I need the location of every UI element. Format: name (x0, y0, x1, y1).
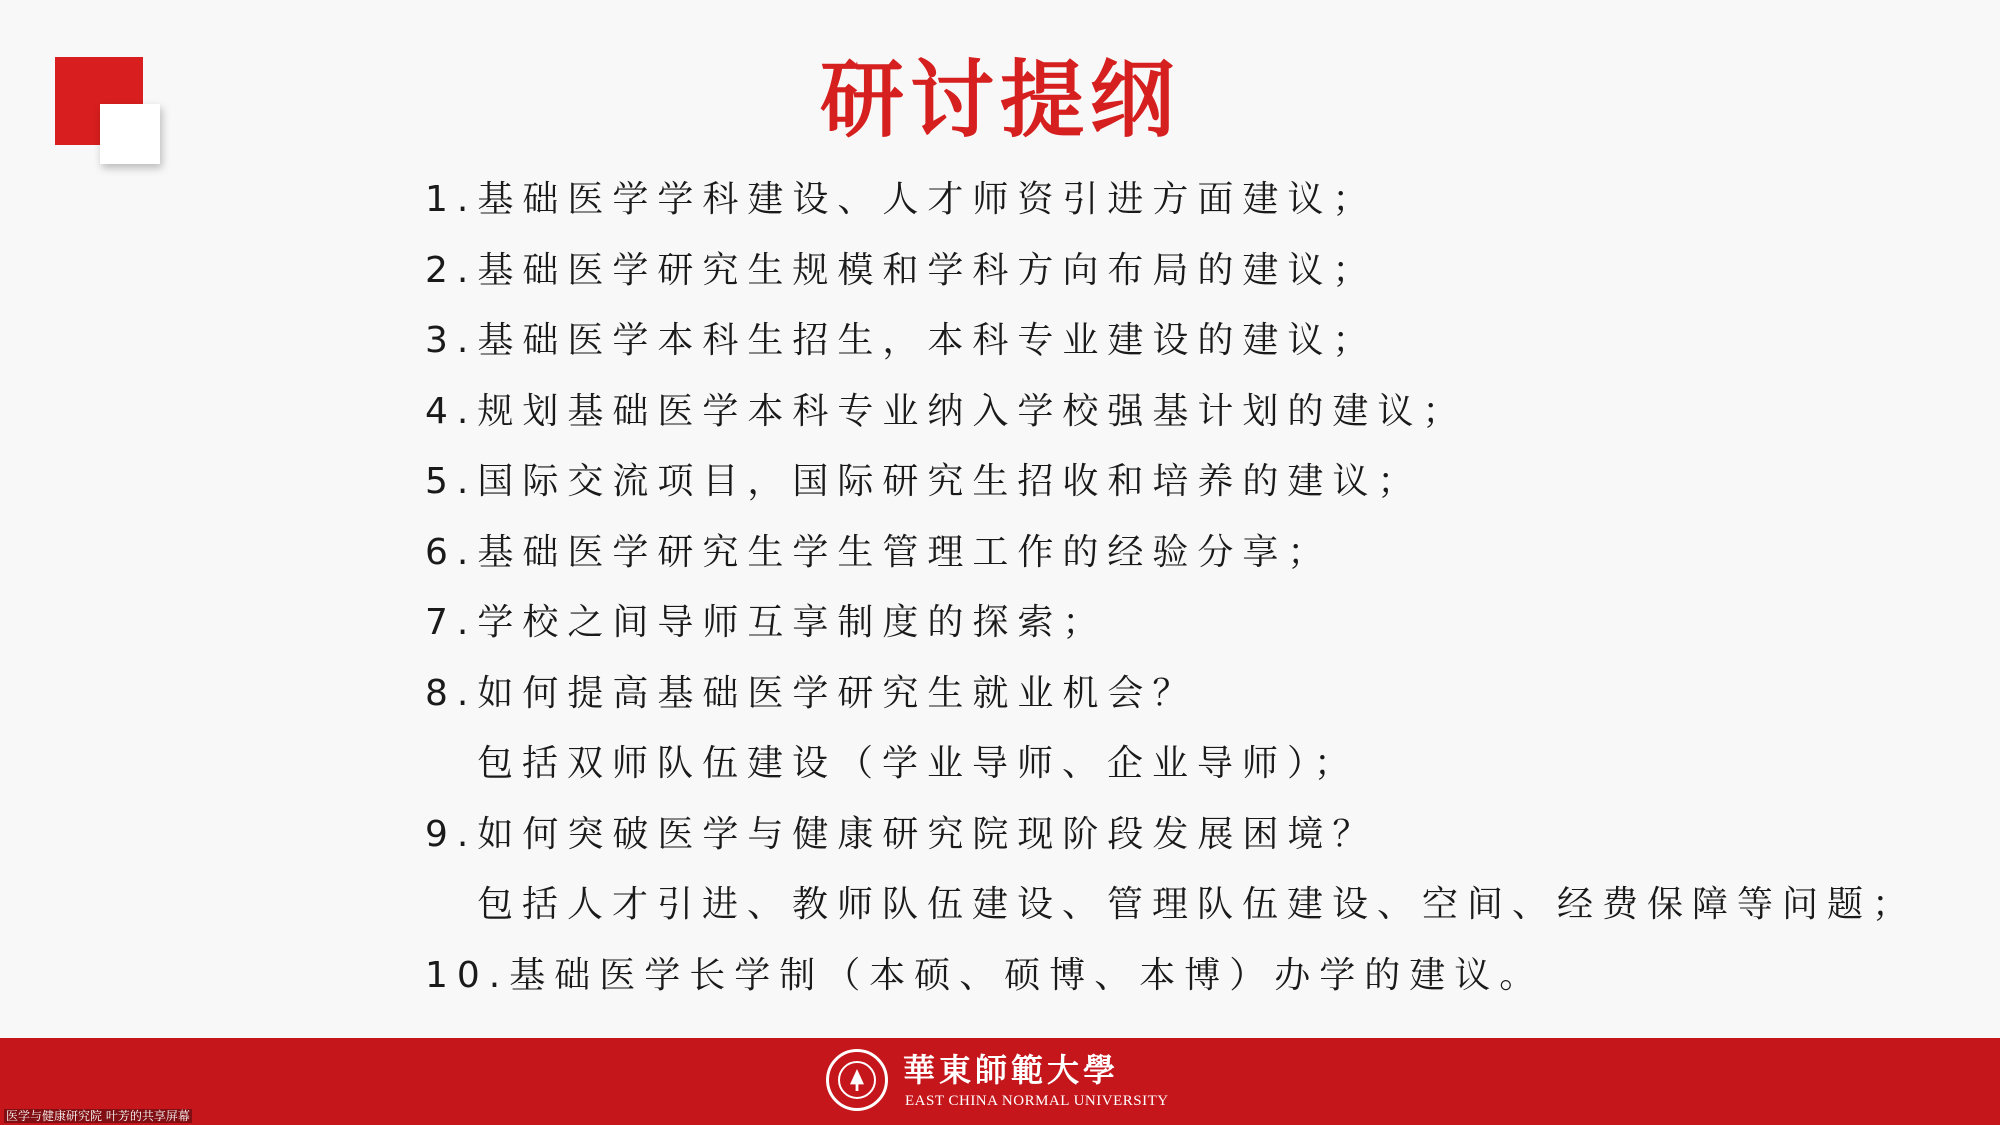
footer-bar (0, 1038, 2000, 1125)
outline-item: 2.基础医学研究生规模和学科方向布局的建议； (425, 249, 1378, 291)
outline-item: 8.如何提高基础医学研究生就业机会？ (425, 672, 1198, 714)
slide-title: 研讨提纲 (819, 51, 1180, 149)
outline-subitem: 包括双师队伍建设（学业导师、企业导师）； (477, 743, 1360, 784)
outline-list (425, 165, 1985, 1011)
outline-item: 10.基础医学长学制（本硕、硕博、本博）办学的建议。 (425, 954, 1545, 996)
outline-item: 9.如何突破医学与健康研究院现阶段发展困境？ (425, 813, 1378, 855)
outline-item: 7.学校之间导师互享制度的探索； (425, 602, 1108, 643)
screen-share-label: 医学与健康研究院 叶芳的共享屏幕 (6, 1109, 190, 1123)
university-name-en: EAST CHINA NORMAL UNIVERSITY (905, 1093, 1169, 1109)
outline-item: 3.基础医学本科生招生，本科专业建设的建议； (425, 320, 1378, 361)
university-name-cn: 華東師範大學 (903, 1051, 1120, 1089)
outline-subitem: 包括人才引进、教师队伍建设、管理队伍建设、空间、经费保障等问题； (477, 884, 1918, 925)
university-seal-icon (826, 1049, 888, 1111)
outline-item: 4.规划基础医学本科专业纳入学校强基计划的建议； (425, 390, 1468, 432)
outline-item: 1.基础医学学科建设、人才师资引进方面建议； (425, 179, 1378, 220)
outline-item: 6.基础医学研究生学生管理工作的经验分享； (425, 531, 1333, 573)
outline-item: 5.国际交流项目，国际研究生招收和培养的建议； (425, 461, 1423, 502)
